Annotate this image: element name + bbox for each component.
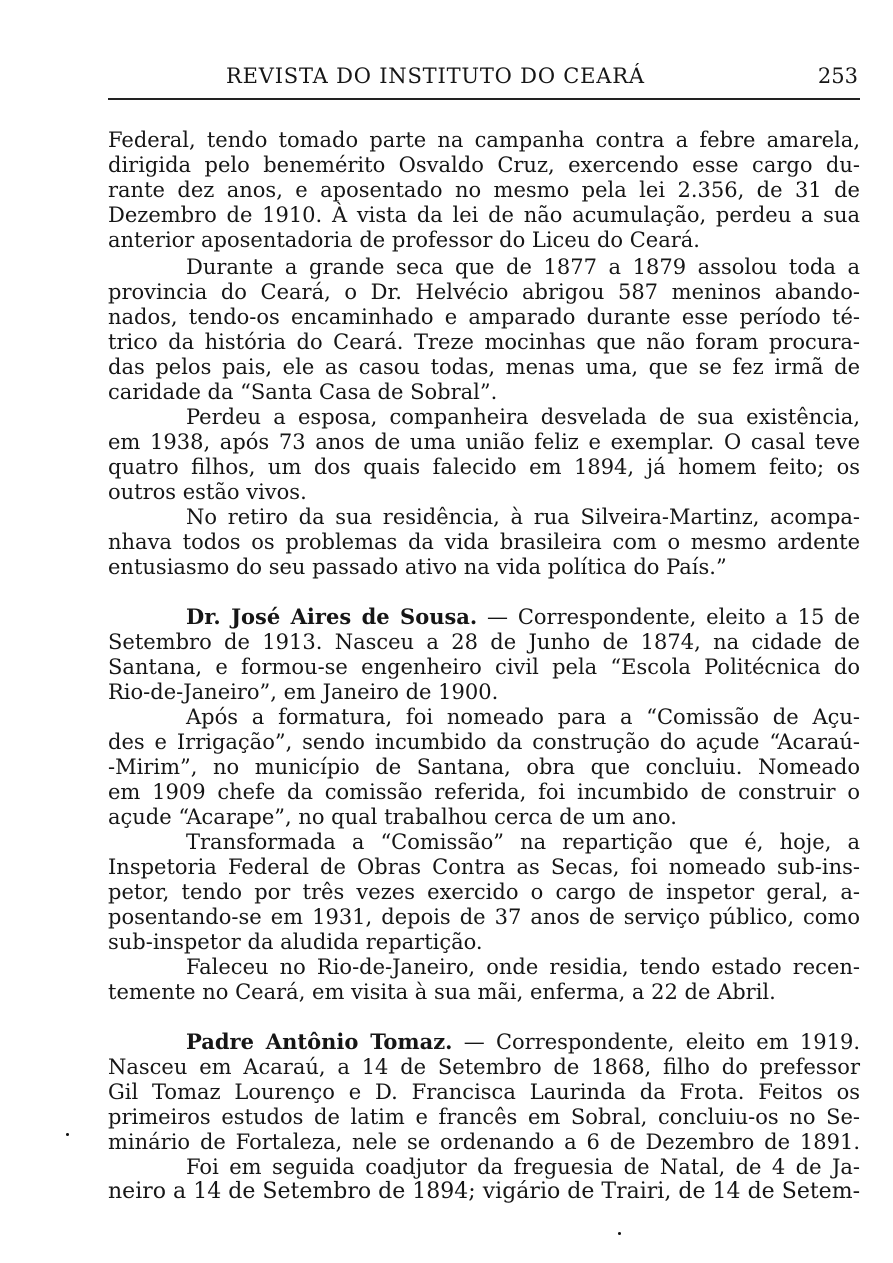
text-line: Setembro de 1913. Nasceu a 28 de Junho de 1874, na cidade de xyxy=(108,630,860,654)
text-line: Transformada a “Comissão” na repartição que é, hoje, a xyxy=(186,830,860,854)
entry-name: Padre Antônio Tomaz. xyxy=(186,1029,453,1054)
text-line: Faleceu no Rio-de-Janeiro, onde residia, tendo estado recen- xyxy=(186,955,860,979)
text-line: Rio-de-Janeiro”, em Janeiro de 1900. xyxy=(108,680,499,704)
text-line: em 1938, após 73 anos de uma união feliz e exemplar. O casal teve xyxy=(108,430,860,454)
text-line: em 1909 chefe da comissão referida, foi incumbido de construir o xyxy=(108,780,860,804)
text-line: Após a formatura, foi nomeado para a “Comissão de Açu- xyxy=(186,705,860,729)
text-line: quatro filhos, um dos quais falecido em 1894, já homem feito; os xyxy=(108,455,860,479)
text-line: Gil Tomaz Lourenço e D. Francisca Laurinda da Frota. Feitos os xyxy=(108,1080,860,1104)
entry-heading-rest: — Correspondente, eleito a 15 de xyxy=(477,605,860,629)
page-number: 253 xyxy=(817,64,858,88)
text-line: entusiasmo do seu passado ativo na vida política do País.” xyxy=(108,555,727,579)
text-line: provincia do Ceará, o Dr. Helvécio abrigou 587 meninos abando- xyxy=(108,280,860,304)
entry-heading-rest: — Correspondente, eleito em 1919. xyxy=(452,1030,860,1054)
text-line: minário de Fortaleza, nele se ordenando a 6 de Dezembro de 1891. xyxy=(108,1130,860,1154)
text-line: sub-inspetor da aludida repartição. xyxy=(108,930,483,954)
text-line: Nasceu em Acaraú, a 14 de Setembro de 1868, filho do prefessor xyxy=(108,1055,860,1079)
text-line: das pelos pais, ele as casou todas, menas uma, que se fez irmã de xyxy=(108,355,860,379)
text-line: -Mirim”, no município de Santana, obra que concluiu. Nomeado xyxy=(108,755,860,779)
text-line: nhava todos os problemas da vida brasileira com o mesmo ardente xyxy=(108,530,860,554)
text-line: Foi em seguida coadjutor da freguesia de Natal, de 4 de Ja- xyxy=(186,1155,860,1179)
text-line: Perdeu a esposa, companheira desvelada de sua existência, xyxy=(186,405,860,429)
text-line: caridade da “Santa Casa de Sobral”. xyxy=(108,380,498,404)
entry-name: Dr. José Aires de Sousa. xyxy=(186,604,478,629)
text-line: posentando-se em 1931, depois de 37 anos de serviço público, como xyxy=(108,905,860,929)
text-line: Santana, e formou-se engenheiro civil pela “Escola Politécnica do xyxy=(108,655,860,679)
text-line: primeiros estudos de latim e francês em Sobral, concluiu-os no Se- xyxy=(108,1105,860,1129)
text-line: Federal, tendo tomado parte na campanha contra a febre amarela, xyxy=(108,128,860,152)
text-line: Durante a grande seca que de 1877 a 1879 assolou toda a xyxy=(186,255,860,279)
running-header xyxy=(108,62,860,100)
text-line: açude “Acarape”, no qual trabalhou cerca de um ano. xyxy=(108,805,677,829)
print-speck xyxy=(618,1232,621,1235)
text-line: Dezembro de 1910. À vista da lei de não acumulação, perdeu a sua xyxy=(108,203,860,227)
text-line: des e Irrigação”, sendo incumbido da construção do açude “Acaraú- xyxy=(108,730,860,754)
text-line: Inspetoria Federal de Obras Contra as Secas, foi nomeado sub-ins- xyxy=(108,855,860,879)
text-line: nados, tendo-os encaminhado e amparado durante esse período té- xyxy=(108,305,860,329)
text-line: anterior aposentadoria de professor do Liceu do Ceará. xyxy=(108,228,700,252)
text-line: petor, tendo por três vezes exercido o cargo de inspetor geral, a- xyxy=(108,880,860,904)
text-line: No retiro da sua residência, à rua Silveira-Martinz, acompa- xyxy=(186,505,860,529)
text-line: outros estão vivos. xyxy=(108,480,307,504)
text-line: dirigida pelo benemérito Osvaldo Cruz, exercendo esse cargo du- xyxy=(108,153,860,177)
print-speck xyxy=(66,1133,69,1136)
text-line: rante dez anos, e aposentado no mesmo pela lei 2.356, de 31 de xyxy=(108,178,860,202)
text-line: trico da história do Ceará. Treze mocinhas que não foram procura- xyxy=(108,330,860,354)
text-line: temente no Ceará, em visita à sua mãi, enferma, a 22 de Abril. xyxy=(108,980,776,1004)
journal-title: REVISTA DO INSTITUTO DO CEARÁ xyxy=(226,64,645,88)
text-line: neiro a 14 de Setembro de 1894; vigário de Trairi, de 14 de Setem- xyxy=(108,1179,860,1204)
